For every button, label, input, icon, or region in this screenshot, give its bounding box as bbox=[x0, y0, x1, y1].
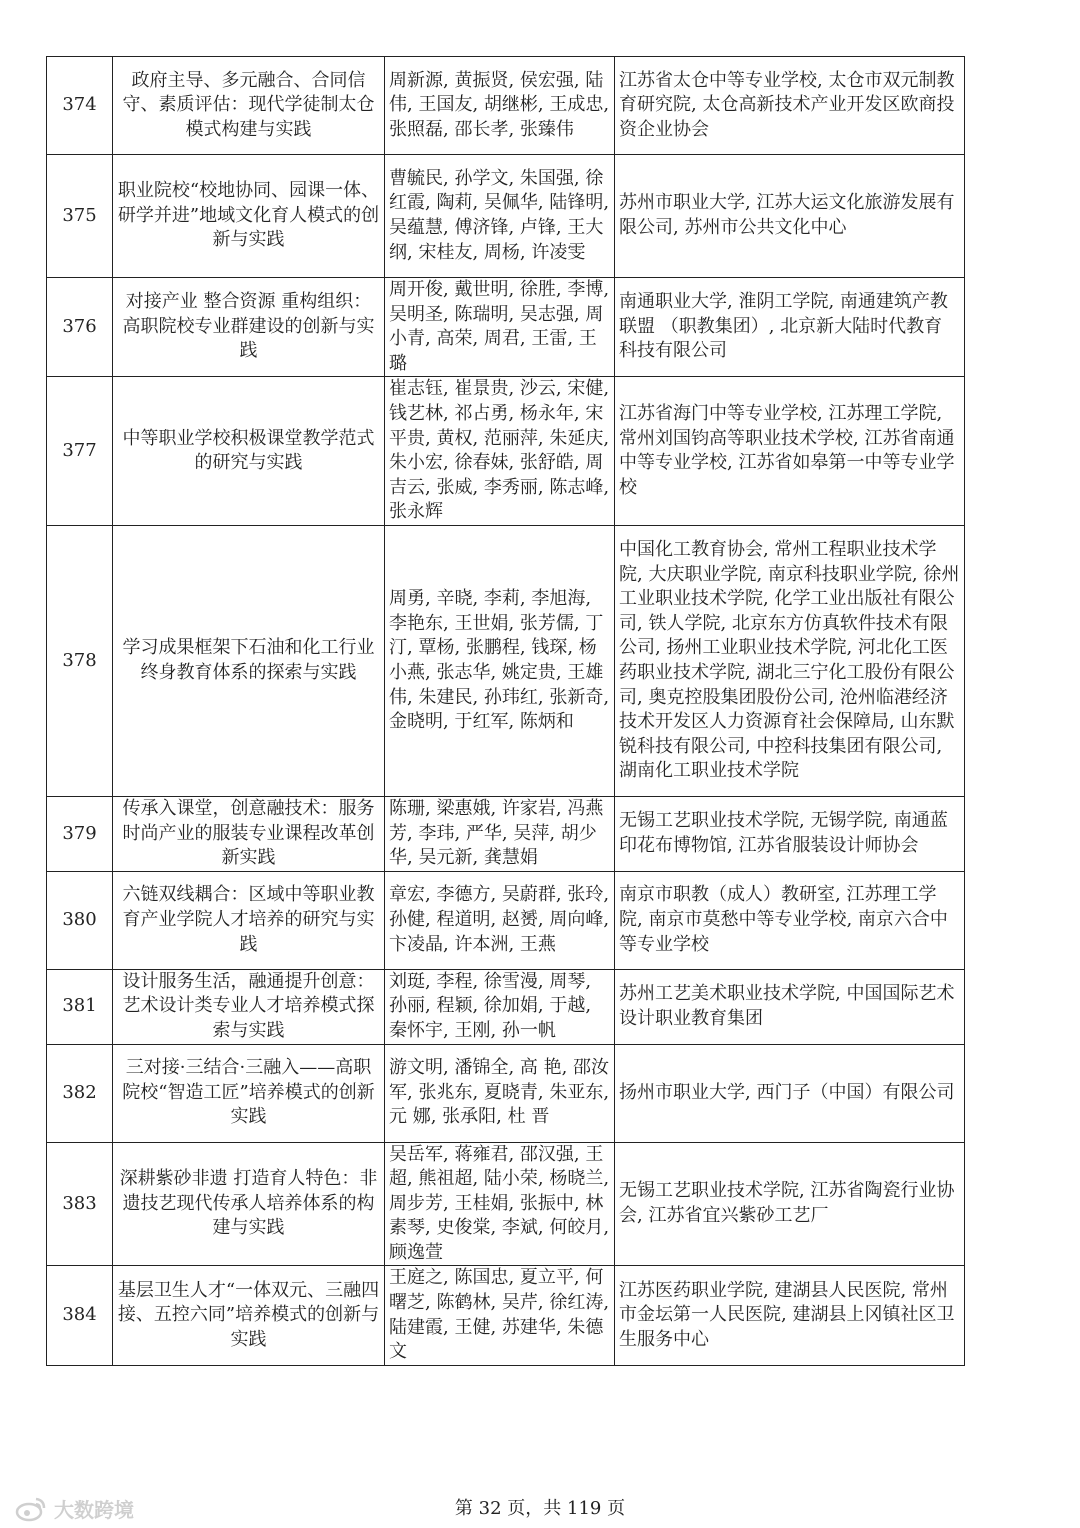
row-number: 384 bbox=[47, 1266, 113, 1365]
participating-units: 江苏省海门中等专业学校, 江苏理工学院, 常州刘国钧高等职业技术学校, 江苏省南通中等专业学校, 江苏省如皋第一中等专业学校 bbox=[615, 377, 965, 526]
team-members: 周新源, 黄振贤, 侯宏强, 陆伟, 王国友, 胡继彬, 王成忠, 张照磊, 邵长孝, 张臻伟 bbox=[385, 57, 615, 155]
participating-units: 江苏省太仓中等专业学校, 太仓市双元制教育研究院, 太仓高新技术产业开发区欧商投资企业协会 bbox=[615, 57, 965, 155]
team-members: 周勇, 辛晓, 李莉, 李旭海, 李艳东, 王世娟, 张芳儒, 丁汀, 覃杨, 张鹏程, 钱琛, 杨小燕, 张志华, 姚定贵, 王雄伟, 朱建民, 孙玮红, 张新奇, 金晓明, 于红军, 陈炳和 bbox=[385, 525, 615, 796]
row-number: 380 bbox=[47, 871, 113, 969]
row-number: 379 bbox=[47, 796, 113, 871]
team-members: 王庭之, 陈国忠, 夏立平, 何曙芝, 陈鹤林, 吴芹, 徐红涛, 陆建霞, 王健, 苏建华, 朱德文 bbox=[385, 1266, 615, 1365]
participating-units: 扬州市职业大学, 西门子（中国）有限公司 bbox=[615, 1044, 965, 1142]
table-row bbox=[47, 969, 965, 1044]
team-members: 崔志钰, 崔景贵, 沙云, 宋健, 钱艺林, 祁占勇, 杨永年, 宋平贵, 黄权, 范丽萍, 朱延庆, 朱小宏, 徐春妹, 张舒皓, 周吉云, 张威, 李秀丽, 陈志峰, 张永辉 bbox=[385, 377, 615, 526]
project-title: 传承入课堂，创意融技术：服务时尚产业的服装专业课程改革创新实践 bbox=[113, 796, 385, 871]
project-title: 六链双线耦合：区域中等职业教育产业学院人才培养的研究与实践 bbox=[113, 871, 385, 969]
table-row bbox=[47, 871, 965, 969]
row-number: 377 bbox=[47, 377, 113, 526]
project-title: 中等职业学校积极课堂教学范式的研究与实践 bbox=[113, 377, 385, 526]
row-number: 376 bbox=[47, 278, 113, 377]
table-row bbox=[47, 278, 965, 377]
table-row bbox=[47, 796, 965, 871]
row-number: 378 bbox=[47, 525, 113, 796]
table-row bbox=[47, 377, 965, 526]
project-title: 深耕紫砂非遗 打造育人特色：非遗技艺现代传承人培养体系的构建与实践 bbox=[113, 1142, 385, 1266]
project-title: 设计服务生活，融通提升创意：艺术设计类专业人才培养模式探索与实践 bbox=[113, 969, 385, 1044]
row-number: 381 bbox=[47, 969, 113, 1044]
project-title: 三对接·三结合·三融入——高职院校“智造工匠”培养模式的创新实践 bbox=[113, 1044, 385, 1142]
participating-units: 中国化工教育协会, 常州工程职业技术学院, 大庆职业学院, 南京科技职业学院, 徐州工业职业技术学院, 化学工业出版社有限公司, 铁人学院, 北京东方仿真软件技术有限公司, 扬州工业职业技术学院, 河北化工医药职业技术学院, 湖北三宁化工股份有限公司, 奥克控股集团股份公司, 沧州临港经济技术开发区人力资源育社会保障局, 山东默锐科技有限公司, 中控科技集团有限公司, 湖南化工职业技术学院 bbox=[615, 525, 965, 796]
team-members: 曹毓民, 孙学文, 朱国强, 徐红霞, 陶莉, 吴佩华, 陆锋明, 吴蕴慧, 傅济锋, 卢锋, 王大纲, 宋桂友, 周杨, 许凌雯 bbox=[385, 155, 615, 278]
row-number: 375 bbox=[47, 155, 113, 278]
table-row bbox=[47, 1044, 965, 1142]
team-members: 吴岳军, 蒋雍君, 邵汉强, 王超, 熊祖超, 陆小荣, 杨晓兰, 周步芳, 王桂娟, 张振中, 林素琴, 史俊棠, 李斌, 何皎月, 顾逸萱 bbox=[385, 1142, 615, 1266]
project-title: 对接产业 整合资源 重构组织：高职院校专业群建设的创新与实践 bbox=[113, 278, 385, 377]
project-title: 政府主导、多元融合、合同信守、素质评估：现代学徒制太仓模式构建与实践 bbox=[113, 57, 385, 155]
participating-units: 苏州市职业大学, 江苏大运文化旅游发展有限公司, 苏州市公共文化中心 bbox=[615, 155, 965, 278]
participating-units: 苏州工艺美术职业技术学院, 中国国际艺术设计职业教育集团 bbox=[615, 969, 965, 1044]
project-title: 职业院校“校地协同、园课一体、研学并进”地域文化育人模式的创新与实践 bbox=[113, 155, 385, 278]
team-members: 刘珽, 李程, 徐雪漫, 周琴, 孙丽, 程颖, 徐加娟, 于越, 秦怀宇, 王刚, 孙一帆 bbox=[385, 969, 615, 1044]
participating-units: 江苏医药职业学院, 建湖县人民医院, 常州市金坛第一人民医院, 建湖县上冈镇社区卫生服务中心 bbox=[615, 1266, 965, 1365]
project-title: 基层卫生人才“一体双元、三融四接、五控六同”培养模式的创新与实践 bbox=[113, 1266, 385, 1365]
table-row bbox=[47, 1266, 965, 1365]
watermark-text: 大数跨境 bbox=[54, 1498, 134, 1522]
row-number: 383 bbox=[47, 1142, 113, 1266]
project-title: 学习成果框架下石油和化工行业终身教育体系的探索与实践 bbox=[113, 525, 385, 796]
row-number: 382 bbox=[47, 1044, 113, 1142]
participating-units: 无锡工艺职业技术学院, 江苏省陶瓷行业协会, 江苏省宜兴紫砂工艺厂 bbox=[615, 1142, 965, 1266]
team-members: 游文明, 潘锦全, 高 艳, 邵汝军, 张兆东, 夏晓青, 朱亚东, 元 娜, 张承阳, 杜 晋 bbox=[385, 1044, 615, 1142]
participating-units: 南通职业大学, 淮阴工学院, 南通建筑产教联盟 （职教集团）, 北京新大陆时代教育科技有限公司 bbox=[615, 278, 965, 377]
team-members: 章宏, 李德方, 吴蔚群, 张玲, 孙健, 程道明, 赵赟, 周向峰, 卞凌晶, 许本洲, 王燕 bbox=[385, 871, 615, 969]
row-number: 374 bbox=[47, 57, 113, 155]
table-row bbox=[47, 1142, 965, 1266]
awards-table bbox=[46, 56, 965, 1366]
participating-units: 南京市职教（成人）教研室, 江苏理工学院, 南京市莫愁中等专业学校, 南京六合中等专业学校 bbox=[615, 871, 965, 969]
table-row bbox=[47, 155, 965, 278]
team-members: 周开俊, 戴世明, 徐胜, 李博, 吴明圣, 陈瑞明, 吴志强, 周小青, 高荣, 周君, 王雷, 王璐 bbox=[385, 278, 615, 377]
team-members: 陈珊, 梁惠娥, 许家岩, 冯燕芳, 李玮, 严华, 吴萍, 胡少华, 吴元新, 龚慧娟 bbox=[385, 796, 615, 871]
table-row bbox=[47, 57, 965, 155]
participating-units: 无锡工艺职业技术学院, 无锡学院, 南通蓝印花布博物馆, 江苏省服装设计师协会 bbox=[615, 796, 965, 871]
page-number: 第 32 页，共 119 页 bbox=[454, 1498, 626, 1519]
table-row bbox=[47, 525, 965, 796]
